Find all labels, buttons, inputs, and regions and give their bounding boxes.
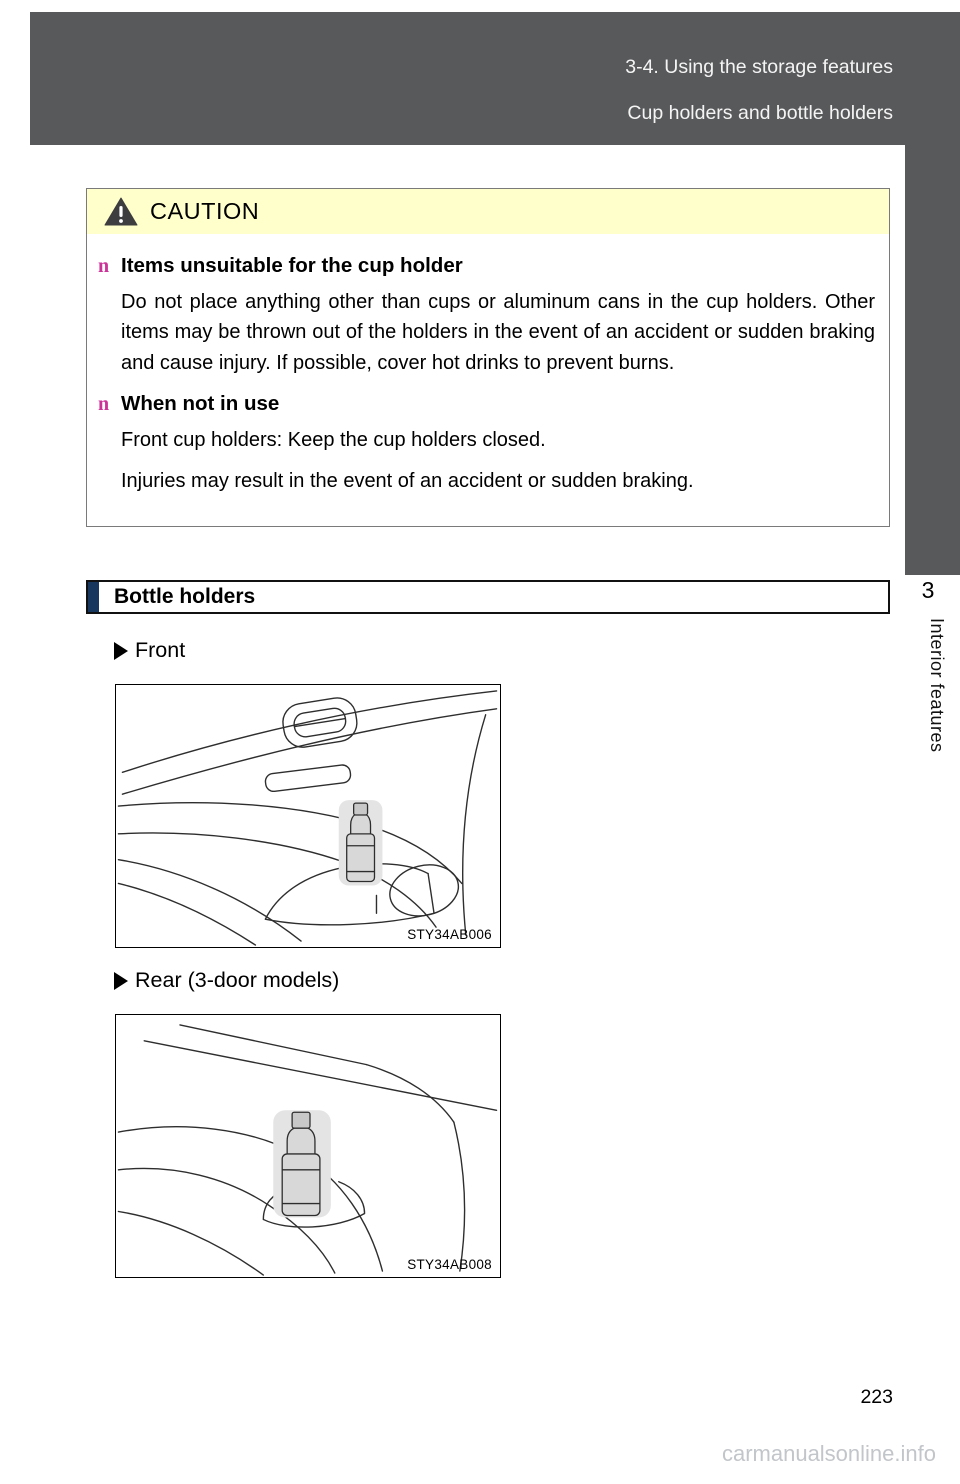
figure-label-rear (114, 968, 339, 993)
figure-rear-bottle-holder (115, 1014, 501, 1278)
caution-paragraph: Front cup holders: Keep the cup holders closed. (121, 429, 546, 452)
figure-label-text: Rear (3-door models) (135, 968, 340, 992)
figure-code: STY34AB008 (407, 1257, 492, 1272)
caution-body (87, 234, 889, 526)
watermark-text: carmanualsonline.info (721, 1441, 936, 1466)
caution-paragraph: Injuries may result in the event of an accident or sudden braking. (121, 469, 694, 492)
arrow-right-icon (114, 642, 128, 660)
figure-code: STY34AB006 (407, 927, 492, 942)
caution-header (87, 189, 889, 234)
warning-triangle-icon (104, 197, 138, 227)
figure-label-text: Front (135, 638, 186, 662)
section-title: Bottle holders (114, 585, 256, 608)
front-door-bottle-holder-drawing (116, 685, 500, 947)
header-section-title: 3-4. Using the storage features (625, 56, 893, 78)
figure-label-front (114, 638, 185, 663)
page-header-band (30, 12, 960, 145)
caution-item-heading-row (98, 392, 875, 416)
caution-item-heading: When not in use (121, 392, 280, 416)
caution-title: CAUTION (150, 198, 260, 224)
figure-front-bottle-holder (115, 684, 501, 948)
chapter-tab-strip (905, 145, 960, 575)
square-bullet-icon: n (98, 255, 110, 277)
chapter-number: 3 (921, 577, 935, 603)
caution-paragraph: Do not place anything other than cups or aluminum cans in the cup holders. Other items may be thrown out of the holders in the event of an accident or sudden braking and cause injury. If possible, cover hot drinks to prevent burns. (121, 291, 875, 374)
chapter-title-vertical: Interior features (927, 618, 947, 753)
square-bullet-icon: n (98, 393, 110, 416)
section-accent-bar (88, 582, 99, 612)
caution-item-heading: Items unsuitable for the cup holder (121, 254, 463, 277)
rear-quarter-bottle-holder-drawing (116, 1015, 500, 1277)
section-header-bottle-holders (86, 580, 890, 614)
header-subsection-title: Cup holders and bottle holders (627, 102, 893, 124)
arrow-right-icon (114, 972, 128, 990)
caution-item-heading-row (98, 254, 875, 278)
page-number: 223 (860, 1386, 893, 1408)
caution-box (86, 188, 890, 527)
